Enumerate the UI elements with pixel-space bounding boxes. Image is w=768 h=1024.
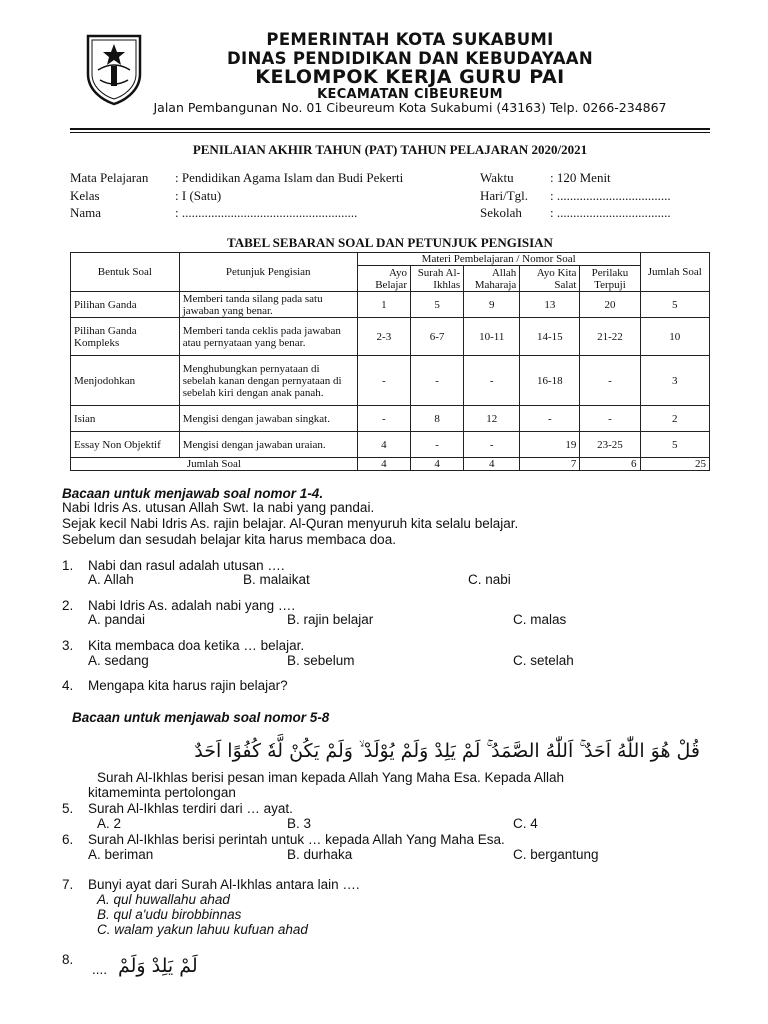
question-text: Bunyi ayat dari Surah Al-Ikhlas antara lain …. <box>88 877 360 892</box>
total-value: 6 <box>580 458 640 471</box>
cell-value: - <box>580 356 640 406</box>
option-b: B. 3 <box>287 816 312 831</box>
city-emblem-logo <box>78 30 150 106</box>
cell-value: - <box>357 406 410 432</box>
cell-value: - <box>410 356 463 406</box>
reading-line: kitameminta pertolongan <box>88 785 236 800</box>
option-a: A. pandai <box>88 612 146 627</box>
label-school: Sekolah <box>480 205 522 220</box>
value-name: : ...................................................... <box>175 205 358 220</box>
cell-total: 5 <box>640 432 709 458</box>
total-grand: 25 <box>640 458 709 471</box>
cell-value: - <box>357 356 410 406</box>
cell-total: 3 <box>640 356 709 406</box>
option-b: B. malaikat <box>243 572 310 587</box>
table-row <box>71 406 710 432</box>
header-topic: Allah Maharaja <box>464 266 520 292</box>
cell-value: 23-25 <box>580 432 640 458</box>
letterhead-government: PEMERINTAH KOTA SUKABUMI <box>266 30 554 49</box>
table-title: TABEL SEBARAN SOAL DAN PETUNJUK PENGISIAN <box>227 235 553 250</box>
table-row <box>71 318 710 356</box>
cell-value: 4 <box>357 432 410 458</box>
option-c: C. nabi <box>468 572 511 587</box>
cell-form: Essay Non Objektif <box>71 432 180 458</box>
total-label: Jumlah Soal <box>71 458 358 471</box>
reading-heading: Bacaan untuk menjawab soal nomor 1-4. <box>62 486 324 501</box>
question-number: 4. <box>62 678 74 693</box>
table-row <box>71 292 710 318</box>
header-topic: Perilaku Terpuji <box>580 266 640 292</box>
table-total-row <box>71 458 710 471</box>
total-value: 4 <box>357 458 410 471</box>
cell-value: 16-18 <box>520 356 580 406</box>
cell-form: Menjodohkan <box>71 356 180 406</box>
label-time: Waktu <box>480 170 514 185</box>
cell-value: 6-7 <box>410 318 463 356</box>
option-c: C. setelah <box>513 653 574 668</box>
question-text: Surah Al-Ikhlas berisi perintah untuk … kepada Allah Yang Maha Esa. <box>88 832 505 847</box>
option-b: B. rajin belajar <box>287 612 374 627</box>
letterhead-address: Jalan Pembangunan No. 01 Cibeureum Kota Sukabumi (43163) Telp. 0266-234867 <box>153 100 667 115</box>
label-subject: Mata Pelajaran <box>70 170 149 185</box>
question-number: 1. <box>62 558 74 573</box>
arabic-verse-al-ikhlas: قُلْ هُوَ اللّٰهُ اَحَدٌ ۚ اَللّٰهُ الصَّمَدُ ۚ لَمْ يَلِدْ وَلَمْ يُوْلَدْ ۙ وَلَمْ يَكُنْ لَّهٗ كُفُوًا اَحَدٌ <box>194 740 700 762</box>
question-distribution-table <box>70 252 710 471</box>
question-dots: .... <box>92 962 108 977</box>
question-number: 5. <box>62 801 74 816</box>
table-row <box>71 432 710 458</box>
value-time: : 120 Menit <box>550 170 611 185</box>
letterhead-district: KECAMATAN CIBEUREUM <box>317 87 503 102</box>
cell-value: 5 <box>410 292 463 318</box>
question-text: Mengapa kita harus rajin belajar? <box>88 678 288 693</box>
option-b: B. durhaka <box>287 847 353 862</box>
arabic-verse-fragment: لَمْ يَلِدْ وَلَمْ <box>118 955 198 977</box>
cell-value: 21-22 <box>580 318 640 356</box>
label-name: Nama <box>70 205 102 220</box>
value-school: : ................................... <box>550 205 671 220</box>
cell-total: 2 <box>640 406 709 432</box>
letterhead-department: DINAS PENDIDIKAN DAN KEBUDAYAAN <box>227 49 593 68</box>
cell-value: - <box>410 432 463 458</box>
option-a: A. 2 <box>97 816 122 831</box>
header-topic: Ayo Belajar <box>357 266 410 292</box>
value-subject: : Pendidikan Agama Islam dan Budi Pekerti <box>175 170 404 185</box>
total-value: 4 <box>464 458 520 471</box>
cell-value: 20 <box>580 292 640 318</box>
option-c: C. bergantung <box>513 847 599 862</box>
value-day-date: : ................................... <box>550 188 671 203</box>
cell-value: - <box>464 432 520 458</box>
question-text: Surah Al-Ikhlas terdiri dari … ayat. <box>88 801 293 816</box>
letterhead-rule-thick <box>70 128 710 130</box>
cell-total: 10 <box>640 318 709 356</box>
question-number: 6. <box>62 832 74 847</box>
option-b: B. qul a'udu birobbinnas <box>97 907 242 922</box>
option-a: A. beriman <box>88 847 154 862</box>
value-class: : I (Satu) <box>175 188 222 203</box>
header-material: Materi Pembelajaran / Nomor Soal <box>357 253 640 266</box>
cell-form: Pilihan Ganda Kompleks <box>71 318 180 356</box>
cell-value: 2-3 <box>357 318 410 356</box>
cell-instructions: Mengisi dengan jawaban singkat. <box>179 406 357 432</box>
cell-instructions: Menghubungkan pernyataan di sebelah kanan dengan pernyataan di sebelah kiri dengan anak panah. <box>179 356 357 406</box>
cell-value: 13 <box>520 292 580 318</box>
option-c: C. 4 <box>513 816 538 831</box>
label-class: Kelas <box>70 188 100 203</box>
reading-line: Surah Al-Ikhlas berisi pesan iman kepada Allah Yang Maha Esa. Kepada Allah <box>97 770 565 785</box>
cell-value: - <box>520 406 580 432</box>
letterhead-group: KELOMPOK KERJA GURU PAI <box>255 66 565 88</box>
reading-line: Sebelum dan sesudah belajar kita harus membaca doa. <box>62 532 396 547</box>
option-a: A. Allah <box>88 572 134 587</box>
cell-total: 5 <box>640 292 709 318</box>
cell-value: 8 <box>410 406 463 432</box>
header-topic: Ayo Kita Salat <box>520 266 580 292</box>
option-c: C. walam yakun lahuu kufuan ahad <box>97 922 308 937</box>
letterhead-rule-thin <box>70 132 710 133</box>
reading-heading: Bacaan untuk menjawab soal nomor 5-8 <box>72 710 330 725</box>
cell-value: 14-15 <box>520 318 580 356</box>
question-text: Nabi dan rasul adalah utusan …. <box>88 558 285 573</box>
cell-value: 1 <box>357 292 410 318</box>
table-row <box>71 356 710 406</box>
reading-line: Sejak kecil Nabi Idris As. rajin belajar. Al-Quran menyuruh kita selalu belajar. <box>62 516 519 531</box>
cell-instructions: Mengisi dengan jawaban uraian. <box>179 432 357 458</box>
header-form: Bentuk Soal <box>71 253 180 292</box>
reading-line: Nabi Idris As. utusan Allah Swt. Ia nabi yang pandai. <box>62 500 375 515</box>
total-value: 7 <box>520 458 580 471</box>
cell-value: 12 <box>464 406 520 432</box>
exam-title: PENILAIAN AKHIR TAHUN (PAT) TAHUN PELAJARAN 2020/2021 <box>192 142 588 157</box>
cell-value: 19 <box>520 432 580 458</box>
question-number: 7. <box>62 877 74 892</box>
question-number: 3. <box>62 638 74 653</box>
cell-value: - <box>580 406 640 432</box>
question-number: 8. <box>62 952 74 967</box>
cell-instructions: Memberi tanda ceklis pada jawaban atau pernyataan yang benar. <box>179 318 357 356</box>
cell-form: Isian <box>71 406 180 432</box>
option-a: A. qul huwallahu ahad <box>97 892 230 907</box>
label-day-date: Hari/Tgl. <box>480 188 529 203</box>
header-topic: Surah Al-Ikhlas <box>410 266 463 292</box>
header-instructions: Petunjuk Pengisian <box>179 253 357 292</box>
question-text: Nabi Idris As. adalah nabi yang …. <box>88 598 296 613</box>
cell-instructions: Memberi tanda silang pada satu jawaban yang benar. <box>179 292 357 318</box>
cell-form: Pilihan Ganda <box>71 292 180 318</box>
cell-value: 10-11 <box>464 318 520 356</box>
option-a: A. sedang <box>88 653 149 668</box>
question-text: Kita membaca doa ketika … belajar. <box>88 638 305 653</box>
cell-value: - <box>464 356 520 406</box>
total-value: 4 <box>410 458 463 471</box>
header-total: Jumlah Soal <box>640 253 709 292</box>
cell-value: 9 <box>464 292 520 318</box>
question-number: 2. <box>62 598 74 613</box>
option-c: C. malas <box>513 612 567 627</box>
option-b: B. sebelum <box>287 653 355 668</box>
